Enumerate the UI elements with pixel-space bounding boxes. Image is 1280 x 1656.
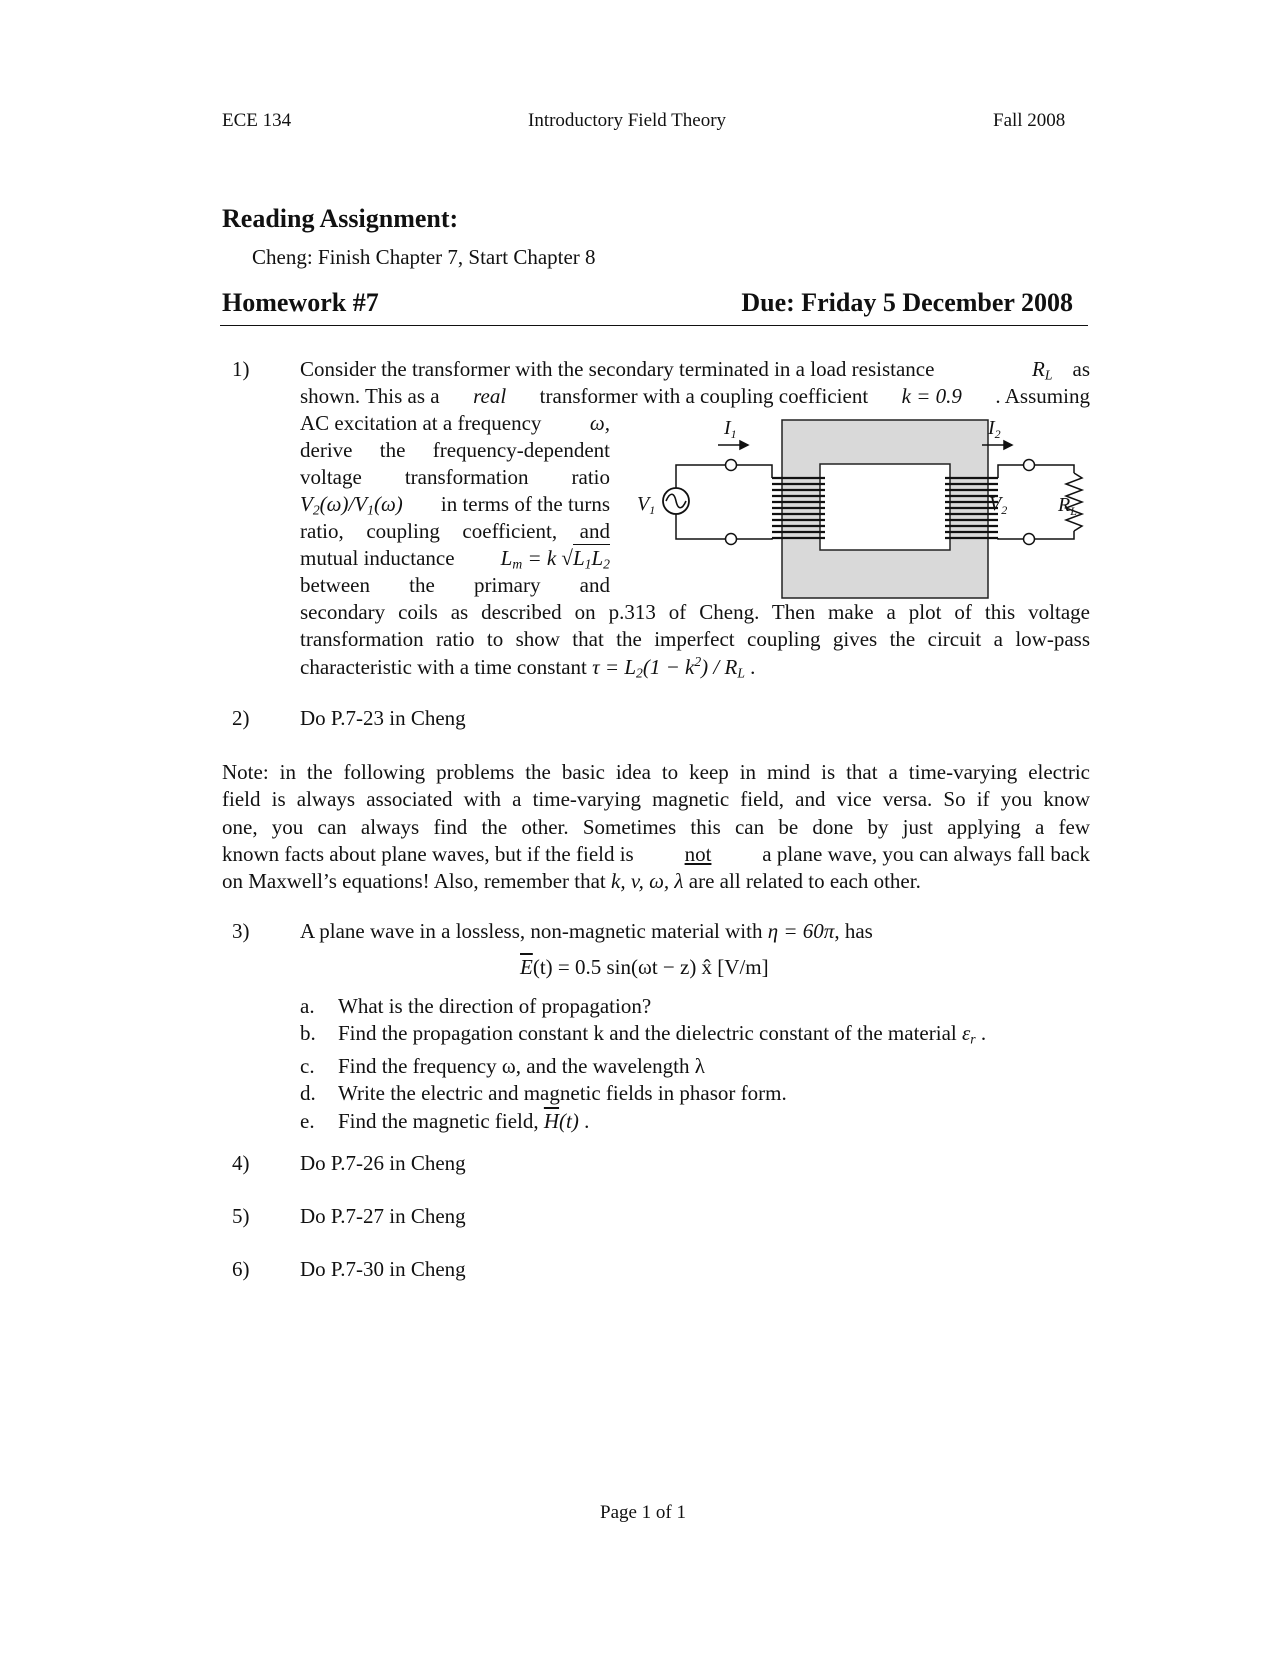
secondary-terminal-bottom	[1024, 534, 1035, 545]
page-number: Page 1 of 1	[600, 1502, 687, 1523]
problem1-line2: shown. This as a real transformer with a coupling coefficient k = 0.9 . Assuming	[300, 384, 1090, 408]
problem2-number: 2)	[232, 706, 250, 730]
problem3-number: 3)	[232, 919, 250, 943]
problem6-number: 6)	[232, 1257, 250, 1281]
reading-heading: Reading Assignment:	[222, 204, 459, 233]
problem4-text: Do P.7-26 in Cheng	[300, 1151, 466, 1175]
problem1-line8: mutual inductance $L_m = k$ $√L_1L_2$	[300, 546, 610, 572]
primary-terminal-bottom	[726, 534, 737, 545]
problem1-line3: AC excitation at a frequency ω,	[300, 411, 610, 435]
problem1-line12: characteristic with a time constant $\tau = L_2(1 - k^2) / R_L$ .	[300, 654, 756, 681]
secondary-top-wire	[998, 465, 1074, 478]
course-title: Introductory Field Theory	[528, 110, 727, 131]
problem3-item-c: c. Find the frequency ω, and the wavelength λ	[300, 1054, 705, 1078]
primary-bottom-wire	[676, 514, 772, 539]
problem3-item-e: e. Find the magnetic field, $\overline{H}(t)$ .	[300, 1108, 590, 1133]
problem1-line6: $V_2(\omega)/V_1(\omega)$ in terms of the turns	[300, 492, 610, 518]
reading-text: Cheng: Finish Chapter 7, Start Chapter 8	[252, 245, 596, 269]
problem3-item-b: b. Find the propagation constant k and the dielectric constant of the material $\varepsilon_r$ .	[300, 1021, 987, 1047]
problem6-text: Do P.7-30 in Cheng	[300, 1257, 466, 1281]
problem3-intro: A plane wave in a lossless, non-magnetic material with η = 60π, has	[300, 919, 873, 943]
problem1-line1: Consider the transformer with the secondary terminated in a load resistance $R_L$ as	[300, 357, 1090, 383]
problem1-line9: between the primary and	[300, 573, 610, 597]
problem3-subquestions	[300, 993, 986, 1135]
secondary-terminal-top	[1024, 460, 1035, 471]
label-v1: $V_1$	[637, 493, 656, 517]
label-rl: $R_L$	[1058, 494, 1077, 518]
problem1-line4: derive the frequency-dependent	[300, 438, 610, 462]
problem3-field-equation: $\overline{E}(t) = 0.5$ sin(ωt − z) x̂ [V/m]	[520, 955, 769, 979]
label-i2: $I_2$	[988, 418, 1001, 441]
due-date: Due: Friday 5 December 2008	[741, 288, 1073, 317]
problem5-number: 5)	[232, 1204, 250, 1228]
label-v2: $V_2$	[989, 493, 1008, 517]
problem3-item-d: d. Write the electric and magnetic fields in phasor form.	[300, 1081, 787, 1106]
problem2-text: Do P.7-23 in Cheng	[300, 706, 466, 730]
problem1-line7: ratio, coupling coefficient, and	[300, 519, 610, 543]
secondary-bottom-wire	[998, 531, 1074, 539]
course-code: ECE 134	[222, 110, 292, 131]
note-paragraph: Note: in the following problems the basic idea to keep in mind is that a time-varying electric field is always associated with a time-varying magnetic field, and vice versa. So if you know one, you can always find the other. Sometimes this can be done by just applying a few known facts about plane waves, but if the field is not a plane wave, you can always fall back on Maxwell’s equations! Also, remember that k, v, ω, λ are all related to each other.	[222, 760, 1090, 894]
problem3-item-a: a. What is the direction of propagation?	[300, 994, 652, 1018]
transformer-diagram	[620, 418, 1100, 603]
problem1-line10: secondary coils as described on p.313 of Cheng. Then make a plot of this voltage	[300, 600, 1090, 624]
problem1-line5: voltage transformation ratio	[300, 465, 610, 489]
label-i1: $I_1$	[724, 418, 737, 441]
term: Fall 2008	[993, 110, 1066, 131]
homework-title: Homework #7	[222, 288, 379, 317]
problem5-text: Do P.7-27 in Cheng	[300, 1204, 466, 1228]
problem1-line11: transformation ratio to show that the imperfect coupling gives the circuit a low-pass	[300, 627, 1090, 651]
primary-top-wire	[676, 465, 772, 488]
problem1-number: 1)	[232, 357, 250, 381]
problem4-number: 4)	[232, 1151, 250, 1175]
primary-terminal-top	[726, 460, 737, 471]
title-rule	[220, 325, 1088, 326]
